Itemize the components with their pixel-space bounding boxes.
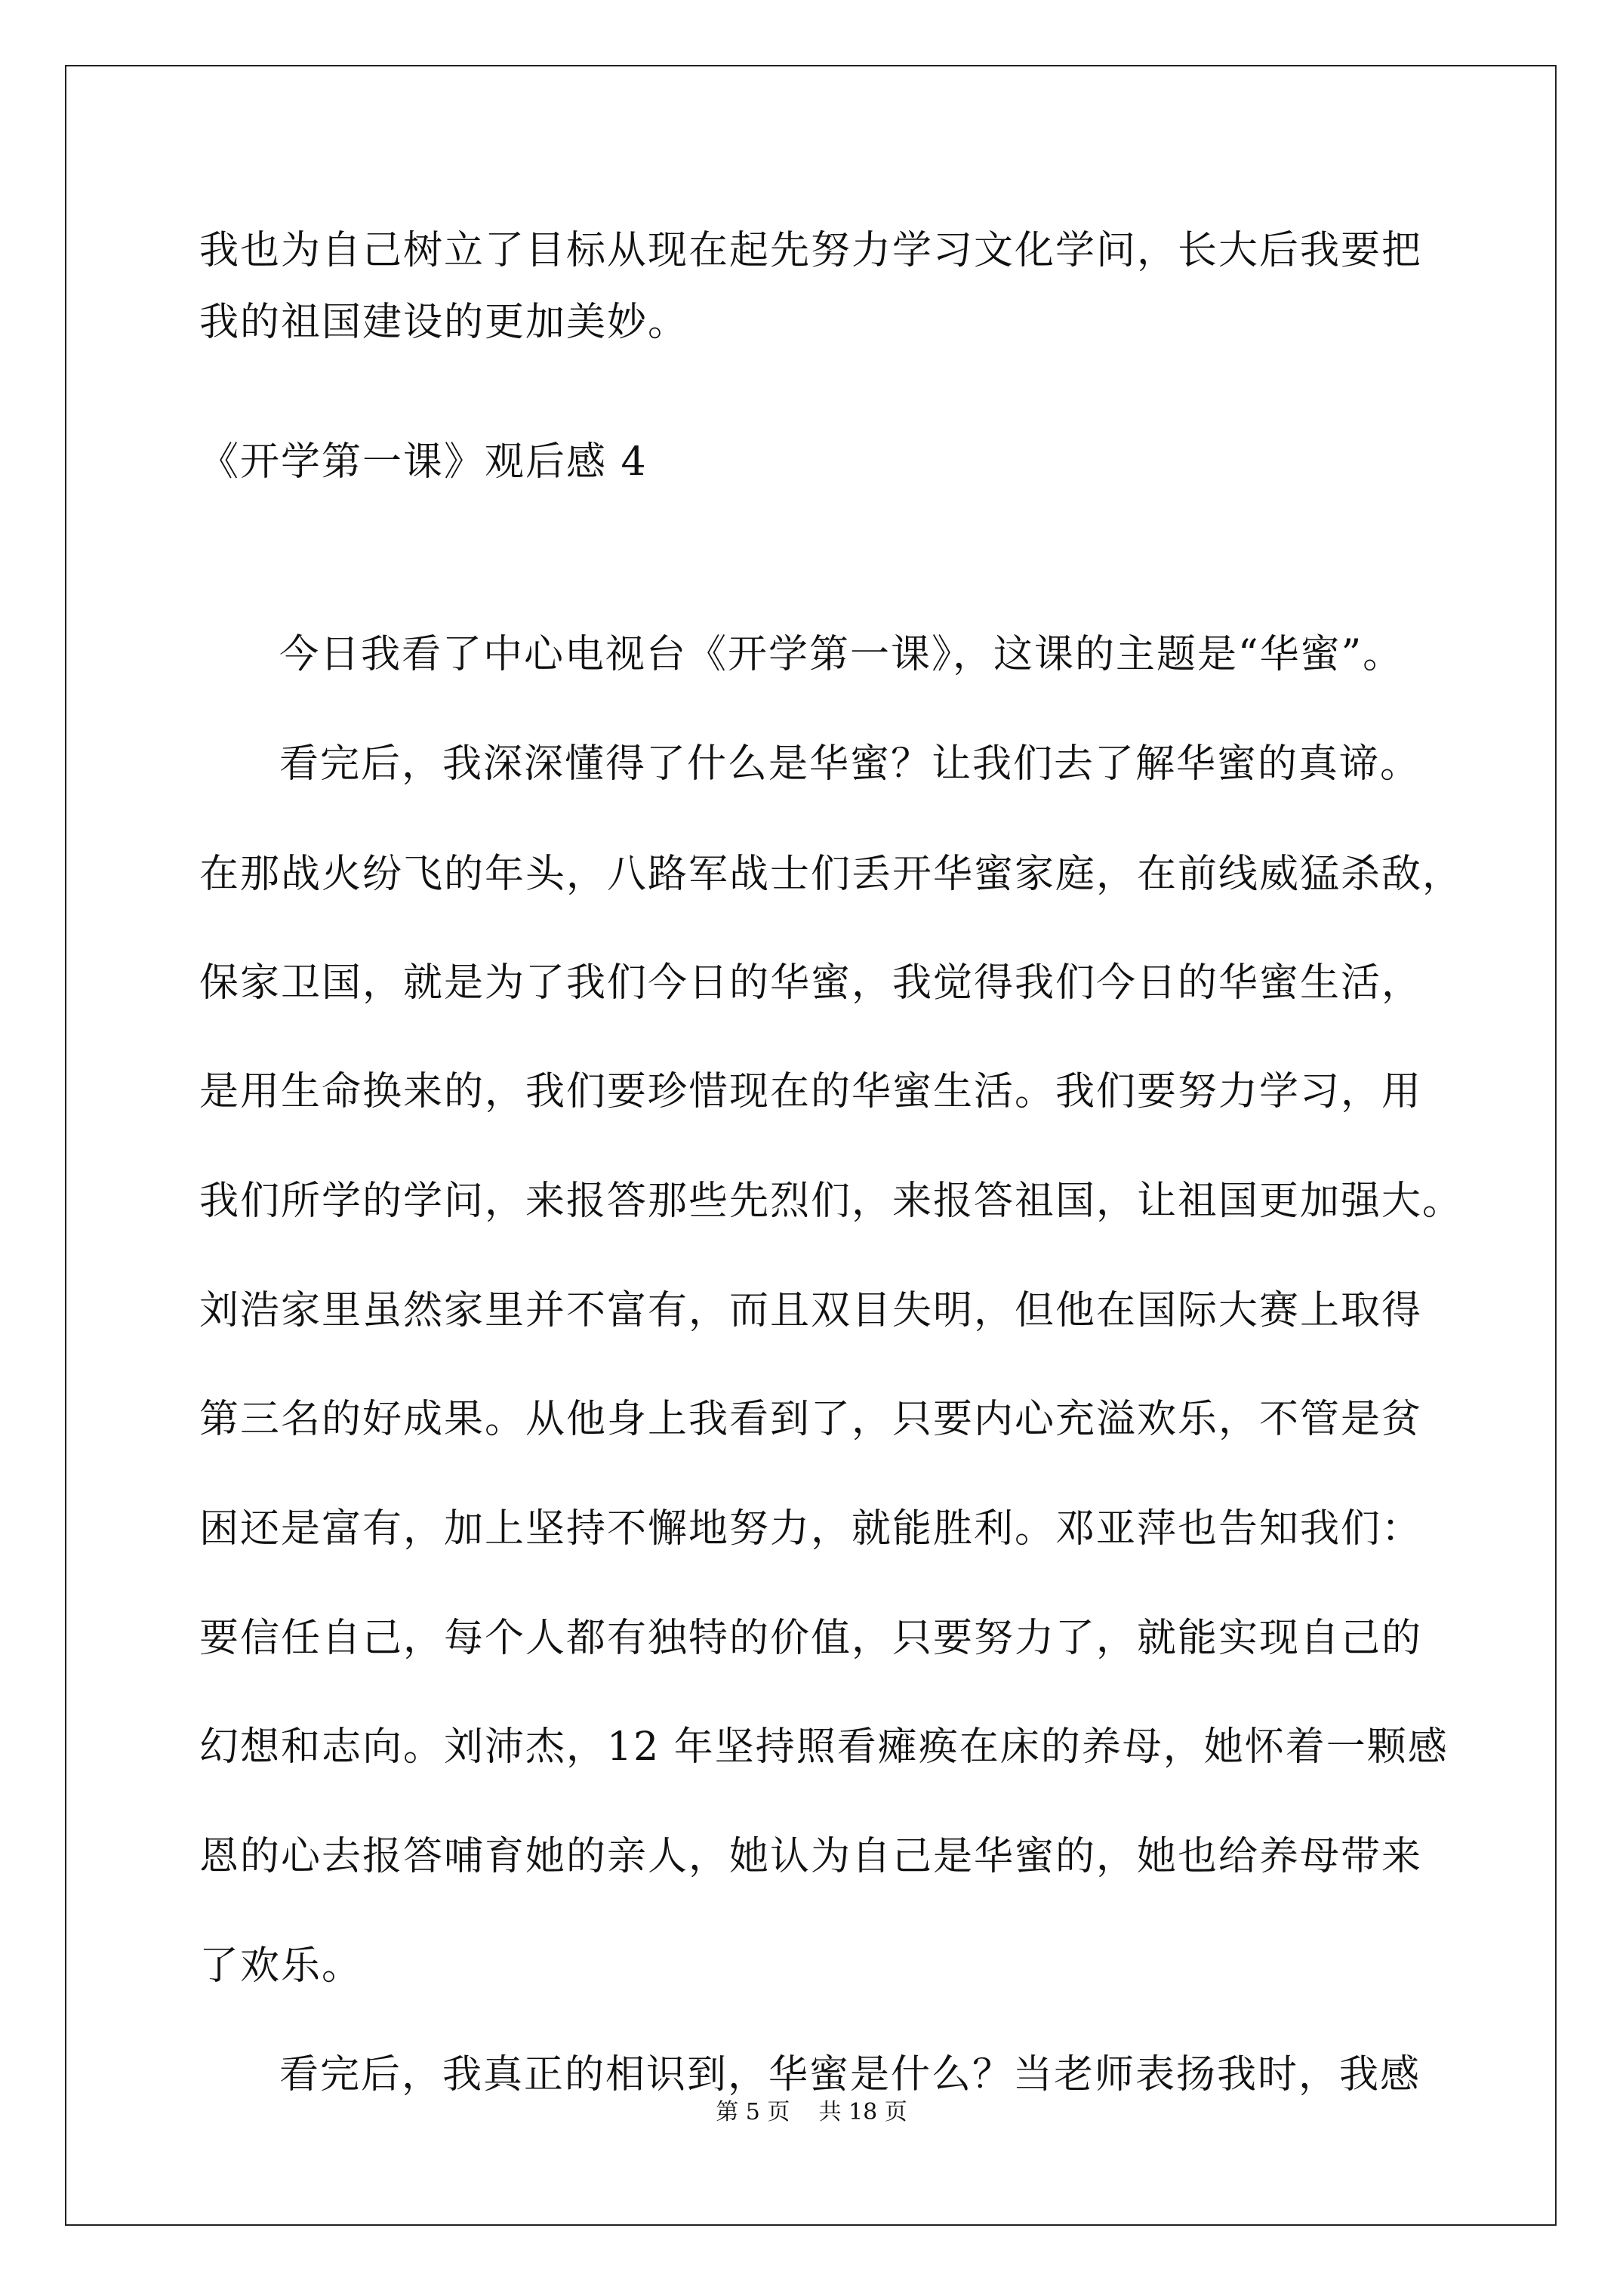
body-line-4: 看完后，我深深懂得了什么是华蜜？让我们去了解华蜜的真谛。: [279, 741, 1421, 787]
body-line-15: 了欢乐。: [199, 1943, 363, 1989]
body-line-7: 是用生命换来的，我们要珍惜现在的华蜜生活。我们要努力学习，用: [199, 1069, 1423, 1114]
body-line-9: 刘浩家里虽然家里并不富有，而且双目失明，但他在国际大赛上取得: [199, 1288, 1423, 1333]
body-line-12: 要信任自己，每个人都有独特的价值，只要努力了，就能实现自己的: [199, 1616, 1423, 1661]
body-line-5: 在那战火纷飞的年头，八路军战士们丢开华蜜家庭，在前线威猛杀敌，: [199, 852, 1464, 897]
body-line-2: 我的祖国建设的更加美妙。: [199, 300, 689, 345]
body-line-11: 困还是富有，加上坚持不懈地努力，就能胜利。邓亚萍也告知我们：: [199, 1506, 1423, 1552]
body-line-14: 恩的心去报答哺育她的亲人，她认为自己是华蜜的，她也给养母带来: [199, 1834, 1423, 1879]
body-line-13: 幻想和志向。刘沛杰，12 年坚持照看瘫痪在床的养母，她怀着一颗感: [199, 1724, 1449, 1770]
page-number-footer: 第 5 页 共 18 页: [716, 2099, 907, 2125]
page-border: [65, 65, 1557, 2226]
section-heading: 《开学第一课》观后感 4: [199, 439, 648, 485]
body-line-3: 今日我看了中心电视台《开学第一课》，这课的主题是“华蜜”。: [279, 632, 1404, 677]
body-line-10: 第三名的好成果。从他身上我看到了，只要内心充溢欢乐，不管是贫: [199, 1397, 1423, 1442]
body-line-8: 我们所学的学问，来报答那些先烈们，来报答祖国，让祖国更加强大。: [199, 1179, 1464, 1224]
body-line-16: 看完后，我真正的相识到，华蜜是什么？当老师表扬我时，我感: [279, 2052, 1421, 2097]
body-line-6: 保家卫国，就是为了我们今日的华蜜，我觉得我们今日的华蜜生活，: [199, 960, 1423, 1006]
body-line-1: 我也为自己树立了目标从现在起先努力学习文化学问，长大后我要把: [199, 228, 1423, 273]
